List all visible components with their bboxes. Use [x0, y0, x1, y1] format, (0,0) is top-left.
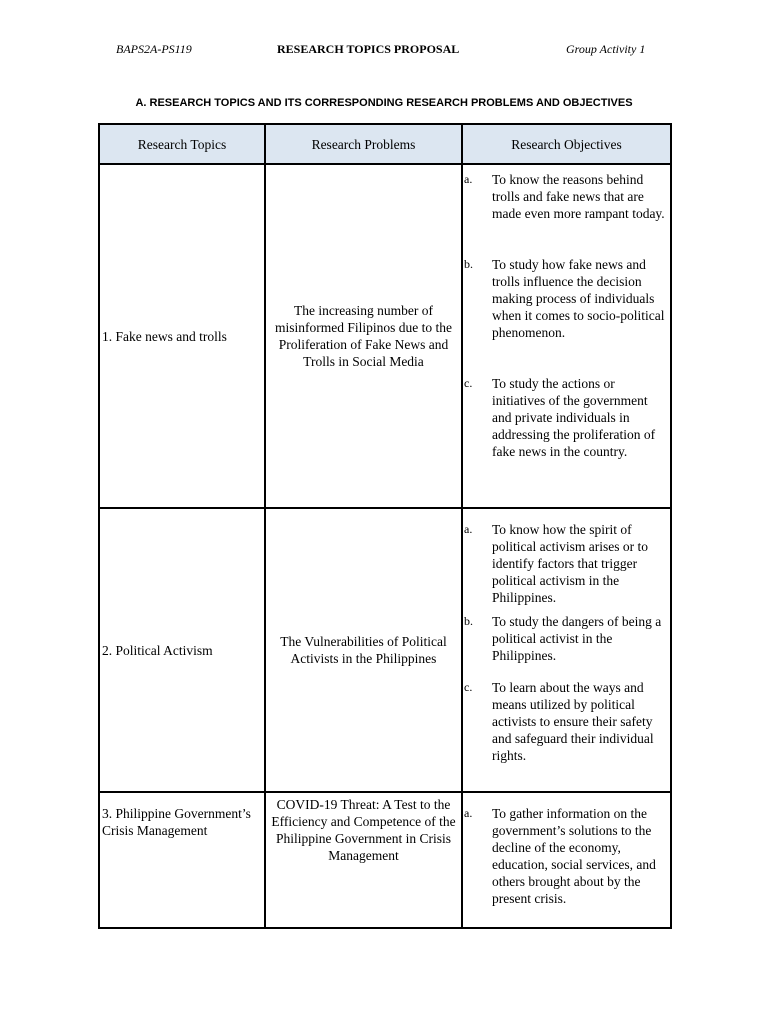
objective-text: To study the actions or initiatives of the government and private individuals in addressing the proliferation of fake news in the country. [492, 376, 656, 459]
objective-letter: b. [464, 257, 473, 271]
objective-item [463, 171, 666, 222]
objective-item [463, 805, 666, 907]
topic-cell: 3. Philippine Government’s Crisis Management [99, 792, 265, 928]
table-row [99, 508, 671, 792]
objective-letter: a. [464, 806, 473, 820]
problem-cell: The Vulnerabilities of Political Activists in the Philippines [265, 508, 462, 792]
objective-letter: c. [464, 680, 473, 694]
objective-letter: b. [464, 614, 473, 628]
activity-label: Group Activity 1 [566, 42, 646, 56]
table-row [99, 792, 671, 928]
objective-text: To gather information on the government’s solutions to the decline of the economy, education, social services, and others brought about by the present crisis. [492, 806, 656, 906]
document-title: RESEARCH TOPICS PROPOSAL [277, 42, 460, 56]
objective-item [463, 256, 666, 341]
section-title: A. RESEARCH TOPICS AND ITS CORRESPONDING RESEARCH PROBLEMS AND OBJECTIVES [135, 97, 633, 109]
objective-letter: a. [464, 172, 473, 186]
objective-text: To study the dangers of being a political activist in the Philippines. [492, 614, 662, 663]
topic-cell: 2. Political Activism [99, 508, 265, 792]
objective-item [463, 613, 666, 664]
objectives-cell [462, 508, 671, 792]
table-row [99, 164, 671, 508]
objectives-cell [462, 164, 671, 508]
objective-text: To know the reasons behind trolls and fake news that are made even more rampant today. [492, 172, 665, 221]
objectives-cell [462, 792, 671, 928]
table-header-row [99, 124, 671, 164]
objective-item [463, 375, 666, 460]
objective-letter: c. [464, 376, 473, 390]
column-header-problems: Research Problems [265, 124, 462, 164]
column-header-topics: Research Topics [99, 124, 265, 164]
objective-text: To learn about the ways and means utilized by political activists to ensure their safety and safeguard their individual rights. [492, 680, 654, 763]
column-header-objectives: Research Objectives [462, 124, 671, 164]
objective-text: To study how fake news and trolls influence the decision making process of individuals when it comes to socio-political phenomenon. [492, 257, 665, 340]
objective-item [463, 679, 666, 764]
objective-letter: a. [464, 522, 473, 536]
research-table [98, 123, 672, 929]
topic-cell: 1. Fake news and trolls [99, 164, 265, 508]
objective-text: To know how the spirit of political activism arises or to identify factors that trigger political activism in the Philippines. [492, 522, 648, 605]
page-header [0, 42, 768, 58]
problem-cell: The increasing number of misinformed Filipinos due to the Proliferation of Fake News and Trolls in Social Media [265, 164, 462, 508]
problem-cell: COVID-19 Threat: A Test to the Efficiency and Competence of the Philippine Government in Crisis Management [265, 792, 462, 928]
course-code: BAPS2A-PS119 [116, 42, 192, 56]
objective-item [463, 521, 666, 606]
